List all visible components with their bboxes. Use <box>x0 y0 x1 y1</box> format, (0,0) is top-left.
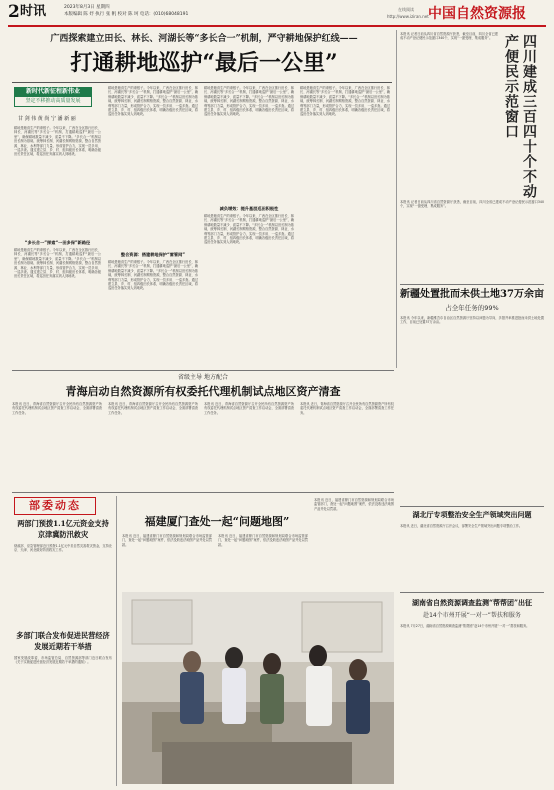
dept-news-column-text: 部委动态 <box>29 499 81 512</box>
hunan-title: 湖南省自然资源调查监测“帮帮团”出征 <box>411 598 533 607</box>
sichuan-title-text: 四川建成三百四十个不动产便民示范窗口 <box>503 34 537 199</box>
xiamen-title: 福建厦门查处一起“问题地图” <box>144 515 290 528</box>
section-name: 时讯 <box>20 4 47 19</box>
lead-byline: 甘 剑 伟 黄 尚 宁 潘 新 丽 <box>18 116 76 122</box>
qinghai-kicker: 省级主导 地方配合 <box>178 374 228 381</box>
website-url[interactable]: http://www.iziran.net <box>387 14 429 19</box>
masthead <box>0 0 554 32</box>
lead-subhead-2: 整合资源：搭建耕地保护“雷管网” <box>120 252 186 257</box>
qinghai-col-1: 本报讯 近日，青海省自然资源厅召开全民所有自然资源资产所有权委托代理机制试点地区资产清查工作启动会，全面部署清查工作任务。 <box>12 402 102 415</box>
lead-kicker: 广西探索建立田长、林长、河湖长等“多长合一”机制，严守耕地保护红线—— <box>50 34 358 44</box>
paper-name: 中国自然资源报 <box>428 6 526 22</box>
xiamen-body-b: 本报讯 近日，福建省厦门市自然资源和规划局联合市场监管部门，查处一起“问题地图”案件，依法没收违法地图产品并处以罚款。 <box>218 534 308 547</box>
sichuan-vertical-title <box>502 34 544 210</box>
issue-date: 2023年8月3日 星期四 <box>64 5 110 10</box>
inspection-photo-image <box>122 592 394 784</box>
qinghai-col-2: 本报讯 近日，青海省自然资源厅召开全民所有自然资源资产所有权委托代理机制试点地区资产清查工作启动会，全面部署清查工作任务。 <box>108 402 198 415</box>
dept-headline-1: 两部门预拨1.1亿元资金支持京津冀防汛救灾 <box>17 519 109 539</box>
xiamen-body-c: 本报讯 近日，福建省厦门市自然资源和规划局联合市场监管部门，查处一起“问题地图”案件，依法没收违法地图产品并处以罚款。 <box>314 498 394 511</box>
xinjiang-body: 本报讯 今年以来，新疆维吾尔自治区自然资源厅坚持以问题为导向，多措并举推进批而未供土地处置工作，目前已处置37万余亩。 <box>400 316 544 325</box>
xiamen-body-a: 本报讯 近日，福建省厦门市自然资源和规划局联合市场监管部门，查处一起“问题地图”案件，依法没收违法地图产品并处以罚款。 <box>122 534 212 547</box>
qinghai-col-4: 本报讯 近日，青海省自然资源厅召开全民所有自然资源资产所有权委托代理机制试点地区资产清查工作启动会，全面部署清查工作任务。 <box>300 402 394 415</box>
lead-subhead-3: 减负增效：提升基层巡田积极性 <box>219 206 279 211</box>
inspection-photo <box>122 592 394 784</box>
page-number: 2 <box>8 2 20 22</box>
theme-tag <box>14 87 92 111</box>
theme-tag-bottom: 坚定不移推动高质量发展 <box>14 97 92 107</box>
lead-col-1b: 耕地是粮食生产的命根子。今年以来，广西在全区推行田长、林长、河湖长等“多长合一”机制，打通耕地巡护“最后一公里”，确保耕地数量不减少、质量不下降。“多长合一”机制以田长制为基础，统筹林长制、河湖长制网格资源，整合自然资源、林业、水利等部门力量，形成管护合力，实现一员多用、一巡多查。通过建立县、乡、村、组四级田长体系，明确各级田长责任区域，将巡田任务落实到人到地块。 <box>14 248 101 279</box>
dept-news-column-label <box>14 497 96 515</box>
dept-body-1: 财政部、应急管理部近日预拨1.1亿元中央自然灾害救灾资金，支持北京、天津、河北做好防汛救灾工作。 <box>14 544 112 553</box>
dept-body-2: 国家发展改革委、市场监管总局、自然资源部等部门近日联合发布《关于实施促进民营经济发展近期若干举措的通知》。 <box>14 656 112 665</box>
qinghai-title: 青海启动自然资源所有权委托代理机制试点地区资产清查 <box>65 385 341 398</box>
theme-tag-top: 新时代新征程新伟业 <box>14 87 92 97</box>
sichuan-body-lower: 本报讯 记者日前从四川省自然资源厅获悉，截至目前，四川全省已建成不动产登记便民示范窗口340个，实现“一窗受理、集成服务”。 <box>400 200 544 209</box>
masthead-rule <box>8 25 546 27</box>
lead-col-2b: 耕地是粮食生产的命根子。今年以来，广西在全区推行田长、林长、河湖长等“多长合一”机制，打通耕地巡护“最后一公里”，确保耕地数量不减少、质量不下降。“多长合一”机制以田长制为基础，统筹林长制、河湖长制网格资源，整合自然资源、林业、水利等部门力量，形成管护合力，实现一员多用、一巡多查。通过建立县、乡、村、组四级田长体系，明确各级田长责任区域，将巡田任务落实到人到地块。 <box>108 260 198 291</box>
lead-col-2: 耕地是粮食生产的命根子。今年以来，广西在全区推行田长、林长、河湖长等“多长合一”机制，打通耕地巡护“最后一公里”，确保耕地数量不减少、质量不下降。“多长合一”机制以田长制为基础，统筹林长制、河湖长制网格资源，整合自然资源、林业、水利等部门力量，形成管护合力，实现一员多用、一巡多查。通过建立县、乡、村、组四级田长体系，明确各级田长责任区域，将巡田任务落实到人到地块。 <box>108 86 198 117</box>
sichuan-body-left: 本报讯 记者日前从四川省自然资源厅获悉，截至目前，四川全省已建成不动产登记便民示范窗口340个，实现“一窗受理、集成服务”。 <box>400 32 498 41</box>
dept-headline-2: 多部门联合发布促进民营经济发展近期若干举措 <box>16 631 110 651</box>
lead-col-4: 耕地是粮食生产的命根子。今年以来，广西在全区推行田长、林长、河湖长等“多长合一”机制，打通耕地巡护“最后一公里”，确保耕地数量不减少、质量不下降。“多长合一”机制以田长制为基础，统筹林长制、河湖长制网格资源，整合自然资源、林业、水利等部门力量，形成管护合力，实现一员多用、一巡多查。通过建立县、乡、村、组四级田长体系，明确各级田长责任区域，将巡田任务落实到人到地块。 <box>300 86 390 117</box>
hubei-body: 本报讯 近日，湖北省自然资源厅召开会议，部署安全生产领域突出问题专项整治工作。 <box>400 524 523 528</box>
xinjiang-headline: 新疆处置批而未供土地37万余亩 <box>400 289 544 300</box>
hunan-body: 本报讯 7月27日，湖南省自然资源调查监测“帮帮团”赴14个市州开展“一对一”帮扶和服务。 <box>400 624 530 628</box>
lead-title: 打通耕地巡护“最后一公里” <box>70 50 338 76</box>
hunan-subtitle: 赴14个市州开展“一对一”帮扶和服务 <box>423 612 521 619</box>
lead-col-3: 耕地是粮食生产的命根子。今年以来，广西在全区推行田长、林长、河湖长等“多长合一”机制，打通耕地巡护“最后一公里”，确保耕地数量不减少、质量不下降。“多长合一”机制以田长制为基础，统筹林长制、河湖长制网格资源，整合自然资源、林业、水利等部门力量，形成管护合力，实现一员多用、一巡多查。通过建立县、乡、村、组四级田长体系，明确各级田长责任区域，将巡田任务落实到人到地块。 <box>204 86 294 117</box>
lead-subhead-1: “多长合一”探索“一田多保”新路径 <box>24 240 91 245</box>
lead-col-1: 耕地是粮食生产的命根子。今年以来，广西在全区推行田长、林长、河湖长等“多长合一”机制，打通耕地巡护“最后一公里”，确保耕地数量不减少、质量不下降。“多长合一”机制以田长制为基础，统筹林长制、河湖长制网格资源，整合自然资源、林业、水利等部门力量，形成管护合力，实现一员多用、一巡多查。通过建立县、乡、村、组四级田长体系，明确各级田长责任区域，将巡田任务落实到人到地块。 <box>14 126 101 157</box>
online-reading-label: 在线阅读 <box>398 7 414 12</box>
editor-line: 本版编辑 陈 妤 执行 张 帆 校对 陈 坷 电话：(010)68048191 <box>64 12 189 17</box>
lead-col-3b: 耕地是粮食生产的命根子。今年以来，广西在全区推行田长、林长、河湖长等“多长合一”机制，打通耕地巡护“最后一公里”，确保耕地数量不减少、质量不下降。“多长合一”机制以田长制为基础，统筹林长制、河湖长制网格资源，整合自然资源、林业、水利等部门力量，形成管护合力，实现一员多用、一巡多查。通过建立县、乡、村、组四级田长体系，明确各级田长责任区域，将巡田任务落实到人到地块。 <box>204 214 294 245</box>
xinjiang-subtitle: 占全年任务的99% <box>445 304 499 312</box>
hubei-title: 湖北厅专项整治安全生产领域突出问题 <box>412 510 532 519</box>
qinghai-col-3: 本报讯 近日，青海省自然资源厅召开全民所有自然资源资产所有权委托代理机制试点地区资产清查工作启动会，全面部署清查工作任务。 <box>204 402 294 415</box>
